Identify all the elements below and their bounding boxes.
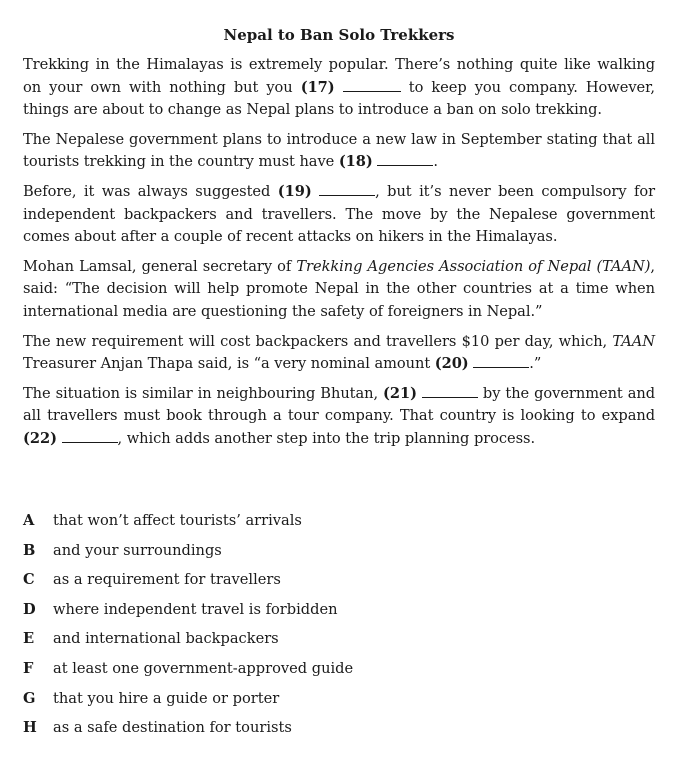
option-letter: H bbox=[23, 719, 37, 737]
option-letter: F bbox=[23, 659, 34, 677]
text: to keep you company. However, things are about to change as Nepal plans to introduce a ban on solo trekking. bbox=[23, 78, 656, 119]
paragraph-3 bbox=[23, 181, 655, 249]
text: Before, it was always suggested bbox=[23, 182, 278, 200]
option-text: and your surroundings bbox=[53, 541, 222, 559]
option-text: and international backpackers bbox=[53, 630, 279, 648]
article-title: Nepal to Ban Solo Trekkers bbox=[223, 26, 455, 44]
text: , which adds another step into the trip planning process. bbox=[117, 429, 536, 447]
option-text: as a requirement for travellers bbox=[53, 571, 281, 589]
text: Treasurer Anjan Thapa said, is “a very nominal amount bbox=[23, 355, 435, 373]
option-item bbox=[23, 658, 663, 688]
option-text: at least one government-approved guide bbox=[53, 659, 354, 677]
gap-blank-18 bbox=[377, 151, 433, 166]
gap-blank-17 bbox=[343, 77, 401, 92]
option-letter: B bbox=[23, 541, 36, 559]
option-text: that won’t affect tourists’ arrivals bbox=[53, 512, 302, 529]
option-text: where independent travel is forbidden bbox=[53, 600, 338, 618]
organisation-abbr: TAAN bbox=[612, 332, 655, 350]
text: The new requirement will cost backpackers and travellers $10 per day, which, bbox=[23, 332, 613, 350]
text: The situation is similar in neighbouring Bhutan, bbox=[23, 384, 384, 402]
option-letter: A bbox=[23, 512, 35, 529]
text: . bbox=[433, 153, 438, 171]
gap-blank-21 bbox=[422, 383, 478, 398]
text: .” bbox=[529, 355, 542, 373]
text: Mohan Lamsal, general secretary of bbox=[23, 257, 297, 275]
gap-number-22: (22) bbox=[23, 429, 57, 447]
option-item bbox=[23, 599, 663, 629]
option-letter: E bbox=[23, 630, 35, 648]
gap-number-20: (20) bbox=[434, 355, 469, 373]
organisation-name: Trekking Agencies Association of Nepal (TAAN) bbox=[296, 257, 651, 275]
gap-number-19: (19) bbox=[277, 182, 312, 200]
gap-blank-19 bbox=[319, 181, 375, 196]
option-letter: D bbox=[23, 600, 36, 618]
paragraph-6 bbox=[23, 383, 655, 451]
paragraph-5 bbox=[23, 331, 655, 376]
option-item bbox=[23, 510, 663, 540]
text: Trekking in the Himalayas is extremely popular. There’s nothing quite like walking on your own with nothing but you bbox=[23, 56, 655, 96]
gap-number-17: (17) bbox=[300, 78, 335, 96]
paragraph-2 bbox=[23, 129, 655, 174]
option-text: as a safe destination for tourists bbox=[53, 719, 292, 737]
gap-blank-22 bbox=[62, 428, 118, 443]
option-item bbox=[23, 717, 663, 747]
option-letter: G bbox=[23, 689, 36, 707]
paragraph-4 bbox=[23, 256, 655, 324]
option-item bbox=[23, 540, 663, 570]
gap-number-18: (18) bbox=[338, 153, 373, 171]
paragraph-1 bbox=[23, 54, 655, 122]
option-item bbox=[23, 569, 663, 599]
article bbox=[23, 24, 655, 458]
text: by the government and all travellers must book through a tour company. That country is looking to expand bbox=[23, 384, 656, 425]
option-item bbox=[23, 628, 663, 658]
option-text: that you hire a guide or porter bbox=[53, 689, 280, 707]
gap-number-21: (21) bbox=[383, 384, 417, 402]
gap-blank-20 bbox=[473, 353, 529, 368]
text: , said: “The decision will help promote Nepal in the other countries at a time when international media are questioning the safety of foreigners in Nepal.” bbox=[23, 257, 655, 320]
answer-options bbox=[23, 510, 663, 747]
text: The Nepalese government plans to introduce a new law in September stating that all tourists trekking in the country must have bbox=[23, 130, 655, 171]
option-letter: C bbox=[23, 571, 35, 589]
text: , but it’s never been compulsory for independent backpackers and travellers. The move by the Nepalese government comes about after a couple of recent attacks on hikers in the Himalayas. bbox=[23, 182, 655, 246]
option-item bbox=[23, 688, 663, 718]
